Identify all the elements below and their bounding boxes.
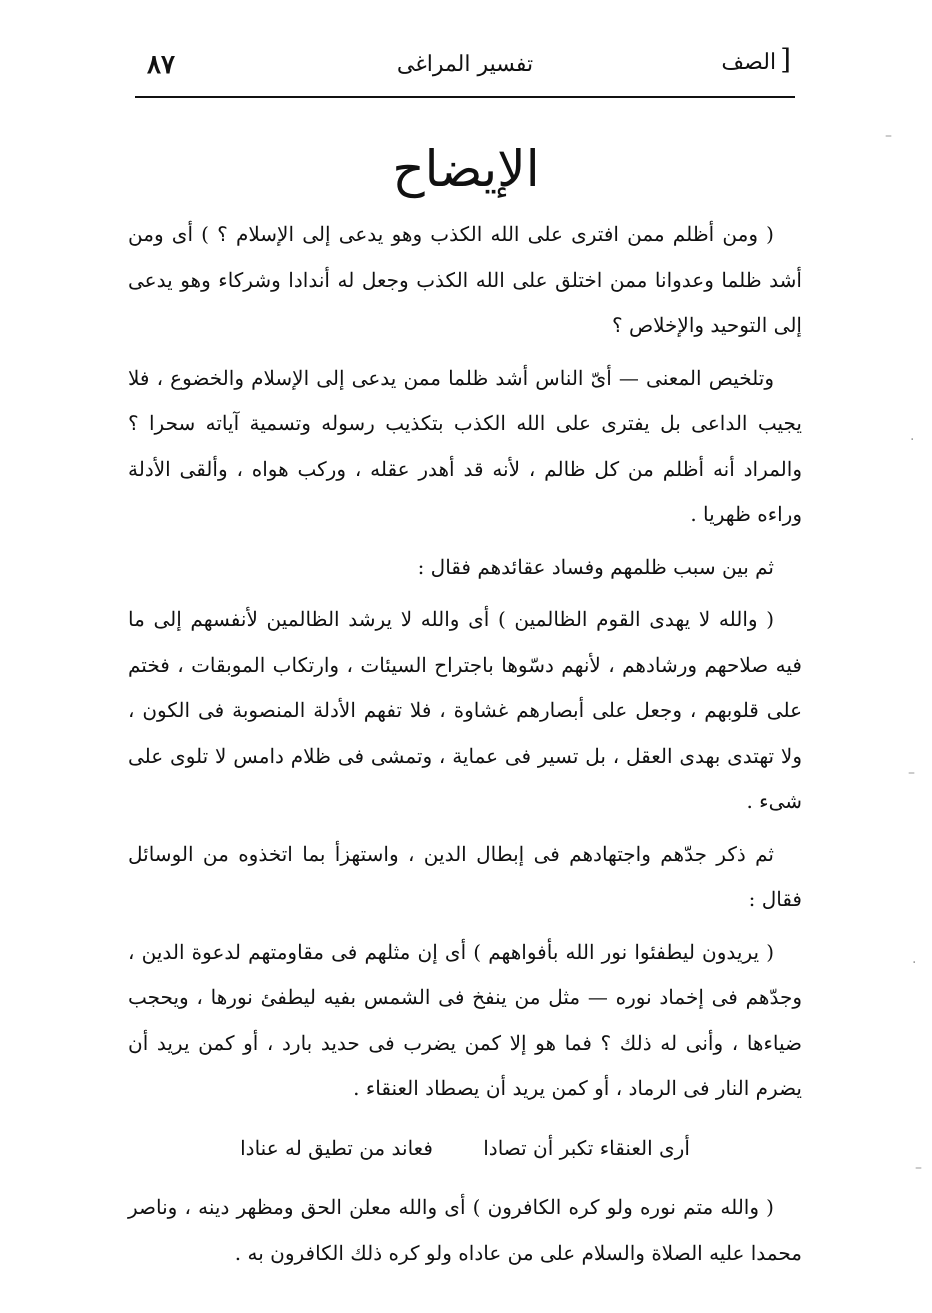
bracket-mark: [: [780, 43, 791, 76]
page-header: [135, 40, 795, 98]
scan-mark: ·: [912, 955, 917, 971]
verse-hemistich-1: أرى العنقاء تكبر أن تصادا: [483, 1135, 690, 1160]
scan-mark: –: [908, 765, 915, 781]
paragraph: ثم ذكر جدّهم واجتهادهم فى إبطال الدين ، واستهزأ بما اتخذوه من الوسائل فقال :: [128, 841, 802, 911]
paragraph: ثم بين سبب ظلمهم وفساد عقائدهم فقال :: [417, 554, 774, 579]
paragraph: ( والله لا يهدى القوم الظالمين ) أى والله لا يرشد الظالمين لأنفسهم إلى ما فيه صلاحهم ورشادهم ، لأنهم دسّوها باجتراح السيئات ، وارتكاب الموبقات ، فختم على قلوبهم ، وجعل على أبصارهم غشاوة ، فلا تفهم الأدلة المنصوبة فى الكون ، ولا تهتدى بهدى العقل ، بل تسير فى عماية ، وتمشى فى ظلام دامس لا تلوى على شىء .: [128, 607, 802, 813]
section-title: الإيضاح: [392, 140, 540, 198]
scan-mark: ·: [910, 432, 915, 448]
scan-mark: –: [885, 128, 892, 144]
poetry-verse: [128, 1126, 802, 1172]
verse-hemistich-2: فعاند من تطيق له عنادا: [240, 1135, 433, 1160]
surah-name: الصف: [721, 50, 777, 75]
surah-name-label: [721, 43, 791, 76]
book-title: تفسير المراغى: [396, 52, 534, 77]
paragraph: وتلخيص المعنى — أىّ الناس أشد ظلما ممن يدعى إلى الإسلام والخضوع ، فلا يجيب الداعى بل يفترى على الله الكذب بتكذيب رسوله وتسمية آياته سحرا ؟ والمراد أنه أظلم من كل ظالم ، لأنه قد أهدر عقله ، وركب هواه ، وألقى الأدلة وراءه ظهريا .: [128, 365, 802, 526]
paragraph: ( والله متم نوره ولو كره الكافرون ) أى والله معلن الحق ومظهر دينه ، وناصر محمدا عليه الصلاة والسلام على من عاداه ولو كره ذلك الكافرون به .: [128, 1195, 802, 1265]
page-number: ٨٧: [147, 50, 175, 80]
body-text: [128, 212, 802, 1283]
scan-mark: –: [915, 1160, 922, 1176]
paragraph: ( ومن أظلم ممن افترى على الله الكذب وهو يدعى إلى الإسلام ؟ ) أى ومن أشد ظلما وعدوانا ممن اختلق على الله الكذب وجعل له أندادا وشركاء وهو يدعى إلى التوحيد والإخلاص ؟: [128, 222, 802, 337]
paragraph: ( يريدون ليطفئوا نور الله بأفواههم ) أى إن مثلهم فى مقاومتهم لدعوة الدين ، وجدّهم فى إخماد نوره — مثل من ينفخ فى الشمس بفيه ليطفئ نورها ، ويحجب ضياءها ، وأنى له ذلك ؟ فما هو إلا كمن يضرب فى حديد بارد ، أو كمن يريد أن يضرم النار فى الرماد ، أو كمن يريد أن يصطاد العنقاء .: [128, 939, 802, 1100]
